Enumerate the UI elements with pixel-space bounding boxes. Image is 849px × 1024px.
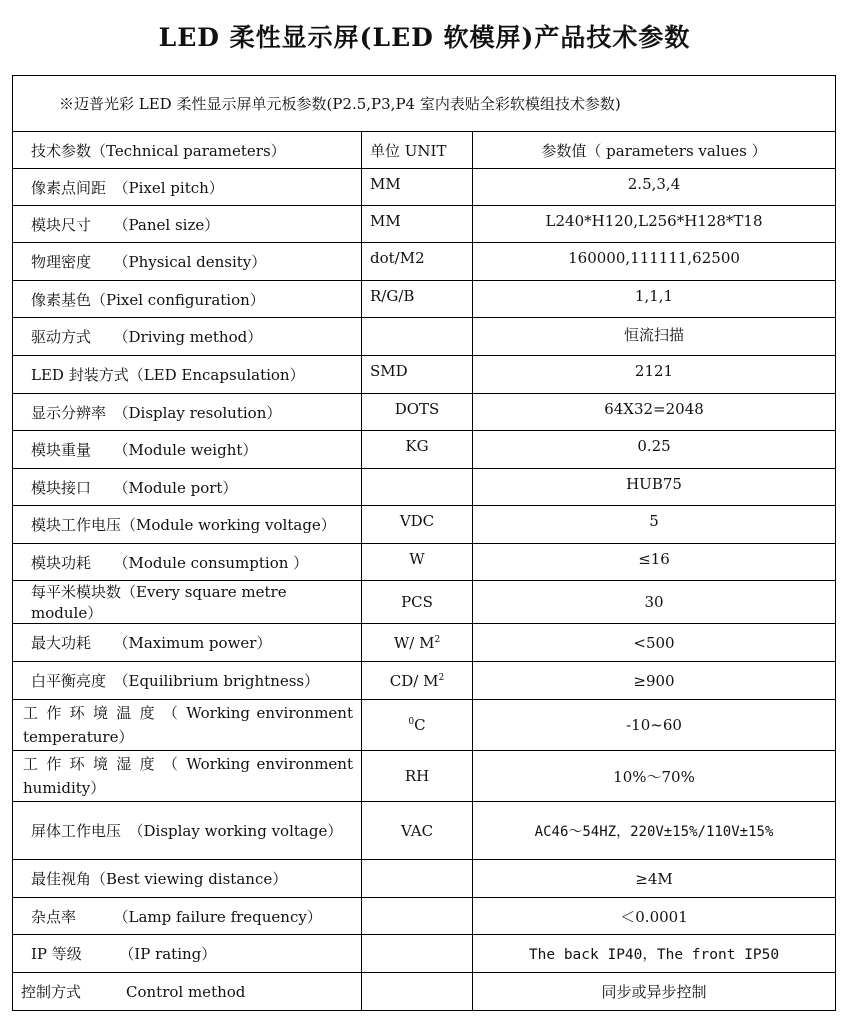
value-cell: HUB75 bbox=[473, 469, 836, 506]
value-cell: ≤16 bbox=[473, 544, 836, 581]
unit-cell bbox=[362, 700, 473, 751]
table-row bbox=[13, 431, 836, 469]
table-row bbox=[13, 802, 836, 860]
unit-cell: VDC bbox=[362, 506, 473, 544]
header-value: 参数值（ parameters values ） bbox=[473, 132, 836, 169]
param-line-2: temperature） bbox=[23, 728, 134, 746]
table-row bbox=[13, 860, 836, 898]
unit-cell: W bbox=[362, 544, 473, 581]
value-cell: L240*H120,L256*H128*T18 bbox=[473, 206, 836, 243]
table-row bbox=[13, 281, 836, 318]
param-cell: 物理密度 （Physical density） bbox=[13, 243, 362, 281]
unit-cell: MM bbox=[362, 169, 473, 206]
table-row bbox=[13, 624, 836, 662]
param-line-1: 工 作 环 境 湿 度 （ Working environment bbox=[23, 755, 353, 773]
table-row bbox=[13, 243, 836, 281]
param-cell: 模块工作电压（Module working voltage） bbox=[13, 506, 362, 544]
unit-cell bbox=[362, 973, 473, 1011]
param-cell: 白平衡亮度 （Equilibrium brightness） bbox=[13, 662, 362, 700]
unit-superscript: 0 bbox=[408, 717, 415, 727]
value-cell: ＜0.0001 bbox=[473, 898, 836, 935]
value-cell: 同步或异步控制 bbox=[473, 973, 836, 1011]
unit-text: C bbox=[414, 716, 426, 734]
unit-cell: SMD bbox=[362, 356, 473, 394]
unit-cell: DOTS bbox=[362, 394, 473, 431]
table-row bbox=[13, 935, 836, 973]
value-cell: AC46～54HZ，220V±15%/110V±15% bbox=[473, 802, 836, 860]
param-cell: 模块重量 （Module weight） bbox=[13, 431, 362, 469]
unit-cell: MM bbox=[362, 206, 473, 243]
page-title: LED 柔性显示屏(LED 软模屏)产品技术参数 bbox=[158, 23, 691, 52]
param-cell: 显示分辨率 （Display resolution） bbox=[13, 394, 362, 431]
value-cell: 恒流扫描 bbox=[473, 318, 836, 356]
header-param: 技术参数（Technical parameters） bbox=[13, 132, 362, 169]
table-row bbox=[13, 469, 836, 506]
value-cell: ≥4M bbox=[473, 860, 836, 898]
unit-cell: VAC bbox=[362, 802, 473, 860]
param-cell: 控制方式 Control method bbox=[13, 973, 362, 1011]
unit-cell bbox=[362, 662, 473, 700]
param-cell: IP 等级 （IP rating） bbox=[13, 935, 362, 973]
header-unit: 单位 UNIT bbox=[362, 132, 473, 169]
unit-cell bbox=[362, 860, 473, 898]
param-cell: 屏体工作电压 （Display working voltage） bbox=[13, 802, 362, 860]
param-line-2: humidity） bbox=[23, 779, 106, 797]
unit-cell bbox=[362, 624, 473, 662]
unit-cell: R/G/B bbox=[362, 281, 473, 318]
value-cell: 1,1,1 bbox=[473, 281, 836, 318]
param-line-1: 工 作 环 境 温 度 （ Working environment bbox=[23, 704, 353, 722]
unit-cell bbox=[362, 318, 473, 356]
param-cell bbox=[13, 700, 362, 751]
value-cell: 0.25 bbox=[473, 431, 836, 469]
unit-text: CD/ M bbox=[389, 671, 439, 690]
header-row bbox=[13, 132, 836, 169]
value-cell: 10%～70% bbox=[473, 751, 836, 802]
table-caption: ※迈普光彩 LED 柔性显示屏单元板参数(P2.5,P3,P4 室内表贴全彩软模组技术参数) bbox=[13, 76, 836, 132]
unit-cell: RH bbox=[362, 751, 473, 802]
value-cell: 2.5,3,4 bbox=[473, 169, 836, 206]
value-cell: <500 bbox=[473, 624, 836, 662]
table-row bbox=[13, 318, 836, 356]
value-cell: ≥900 bbox=[473, 662, 836, 700]
table-row bbox=[13, 206, 836, 243]
unit-cell: KG bbox=[362, 431, 473, 469]
param-cell: 模块尺寸 （Panel size） bbox=[13, 206, 362, 243]
param-cell: 杂点率 （Lamp failure frequency） bbox=[13, 898, 362, 935]
param-cell: 每平米模块数（Every square metre module） bbox=[13, 581, 362, 624]
unit-text: W/ M bbox=[393, 633, 435, 652]
unit-cell bbox=[362, 469, 473, 506]
spec-table bbox=[12, 75, 836, 1011]
table-row bbox=[13, 356, 836, 394]
unit-superscript: 2 bbox=[438, 672, 445, 683]
unit-superscript: 2 bbox=[434, 634, 441, 645]
table-row bbox=[13, 169, 836, 206]
table-row bbox=[13, 662, 836, 700]
param-cell: 模块接口 （Module port） bbox=[13, 469, 362, 506]
param-cell bbox=[13, 751, 362, 802]
table-row bbox=[13, 973, 836, 1011]
value-cell: The back IP40，The front IP50 bbox=[473, 935, 836, 973]
unit-cell bbox=[362, 935, 473, 973]
value-cell: 5 bbox=[473, 506, 836, 544]
unit-cell: dot/M2 bbox=[362, 243, 473, 281]
table-row bbox=[13, 506, 836, 544]
param-cell: 模块功耗 （Module consumption ） bbox=[13, 544, 362, 581]
table-row bbox=[13, 700, 836, 751]
param-cell: 驱动方式 （Driving method） bbox=[13, 318, 362, 356]
param-cell: 最大功耗 （Maximum power） bbox=[13, 624, 362, 662]
param-cell: 最佳视角（Best viewing distance） bbox=[13, 860, 362, 898]
table-row bbox=[13, 581, 836, 624]
value-cell: -10~60 bbox=[473, 700, 836, 751]
table-row bbox=[13, 394, 836, 431]
table-row bbox=[13, 751, 836, 802]
unit-cell: PCS bbox=[362, 581, 473, 624]
table-row bbox=[13, 898, 836, 935]
caption-row bbox=[13, 76, 836, 132]
unit-cell bbox=[362, 898, 473, 935]
value-cell: 160000,111111,62500 bbox=[473, 243, 836, 281]
param-cell: LED 封装方式（LED Encapsulation） bbox=[13, 356, 362, 394]
value-cell: 2121 bbox=[473, 356, 836, 394]
table-row bbox=[13, 544, 836, 581]
value-cell: 64X32=2048 bbox=[473, 394, 836, 431]
param-cell: 像素基色（Pixel configuration） bbox=[13, 281, 362, 318]
param-cell: 像素点间距 （Pixel pitch） bbox=[13, 169, 362, 206]
value-cell: 30 bbox=[473, 581, 836, 624]
